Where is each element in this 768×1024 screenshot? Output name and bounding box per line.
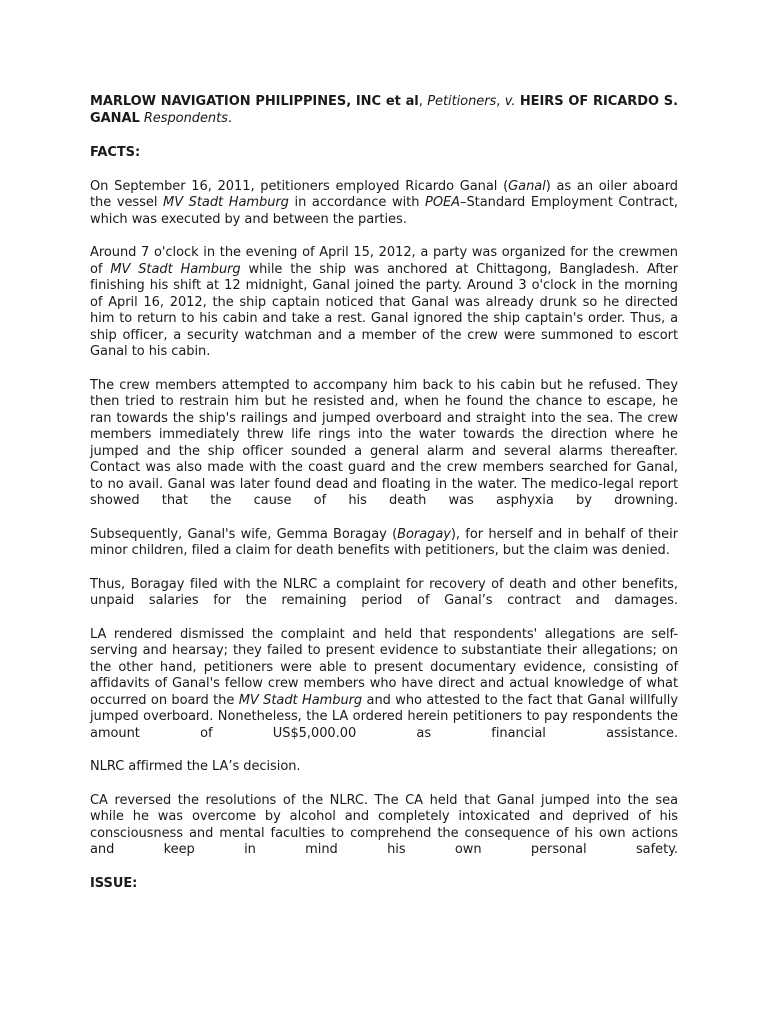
vessel-name: MV Stadt Hamburg [163,195,289,210]
title-end: . [227,110,232,126]
document-body [90,94,678,909]
defined-term: Boragay [397,526,451,542]
text-run: Subsequently, Ganal's wife, Gemma Boragay ( [90,526,398,542]
title-separator: , [418,94,428,109]
facts-paragraph-3: The crew members attempted to accompany him back to his cabin but he refused. They then tried to restrain him but he resisted and, when he found the chance to escape, he ran towards the ship's railings and jumped overboard and straight into the sea. The crew members immediately threw life rings into the water towards the direction where he jumped and the ship officer sounded a general alarm and several alarms thereafter. Contact was also made with the coast guard and the crew members searched for Ganal, to no avail. Ganal was later found dead and floating in the water. The medico-legal report showed that the cause of his death was asphyxia by drowning. [90,377,678,508]
facts-heading: FACTS: [90,145,141,160]
text-run: while the ship was anchored at Chittagong, Bangladesh. After finishing his shift at 12 midnight, Ganal joined the party. Around 3 o'clock in the morning of April 16, 2012, the ship captain noticed that Ganal was already drunk so he directed him to return to his cabin and take a rest. Ganal ignored the ship captain's order. Thus, a ship officer, a security watchman and a member of the crew were summoned to escort Ganal to his cabin. [90,261,678,359]
issue-heading: ISSUE: [90,875,138,891]
facts-paragraph-1 [90,179,678,229]
petitioners-label: Petitioners [427,94,497,109]
facts-paragraph-2 [90,245,678,361]
text-run: On September 16, 2011, petitioners employed Ricardo Ganal ( [90,178,509,194]
poea-term: POEA [425,195,461,210]
petitioner-name: MARLOW NAVIGATION PHILIPPINES, INC et al [90,94,419,109]
text-run: in accordance with [288,195,426,210]
vessel-name: MV Stadt Hamburg [238,692,363,708]
title-separator: , [496,94,505,109]
facts-paragraph-8: CA reversed the resolutions of the NLRC. The CA held that Ganal jumped into the sea while he was overcome by alcohol and completely intoxicated and deprived of his consciousness and mental faculties to comprehend the consequence of his own actions and keep in mind his own personal safety. [90,792,678,857]
facts-paragraph-4 [90,527,678,560]
respondent-name: HEIRS OF RICARDO S. GANAL [90,94,678,126]
text-run: LA rendered dismissed the complaint and held that respondents' allegations are self-serving and hearsay; they failed to present evidence to substantiate their allegations; on the other hand, petitioners were able to present documentary evidence, consisting of affidavits of Ganal's fellow crew members who have direct and actual knowledge of what occurred on board the [90,626,678,708]
case-title [90,94,678,127]
facts-paragraph-6 [90,627,678,743]
text-run: –Standard Employment Contract, which was executed by and between the parties. [90,195,678,227]
versus-label: v. [504,94,516,109]
facts-paragraph-7: NLRC affirmed the LA’s decision. [90,759,301,774]
defined-term: Ganal [508,178,546,194]
text-run: ), for herself and in behalf of their minor children, filed a claim for death benefits with petitioners, but the claim was denied. [90,526,678,558]
facts-paragraph-5: Thus, Boragay filed with the NLRC a complaint for recovery of death and other benefits, unpaid salaries for the remaining period of Ganal’s contract and damages. [90,576,678,608]
text-run: and who attested to the fact that Ganal willfully jumped overboard. Nonetheless, the LA ordered herein petitioners to pay respondents the amount of US$5,000.00 as financial assistance. [90,692,678,741]
text-run: ) as an oiler aboard the vessel [90,178,678,210]
respondents-label: Respondents [143,110,228,126]
text-run: Around 7 o'clock in the evening of April 15, 2012, a party was organized for the crewmen of [90,245,678,277]
vessel-name: MV Stadt Hamburg [110,261,241,277]
